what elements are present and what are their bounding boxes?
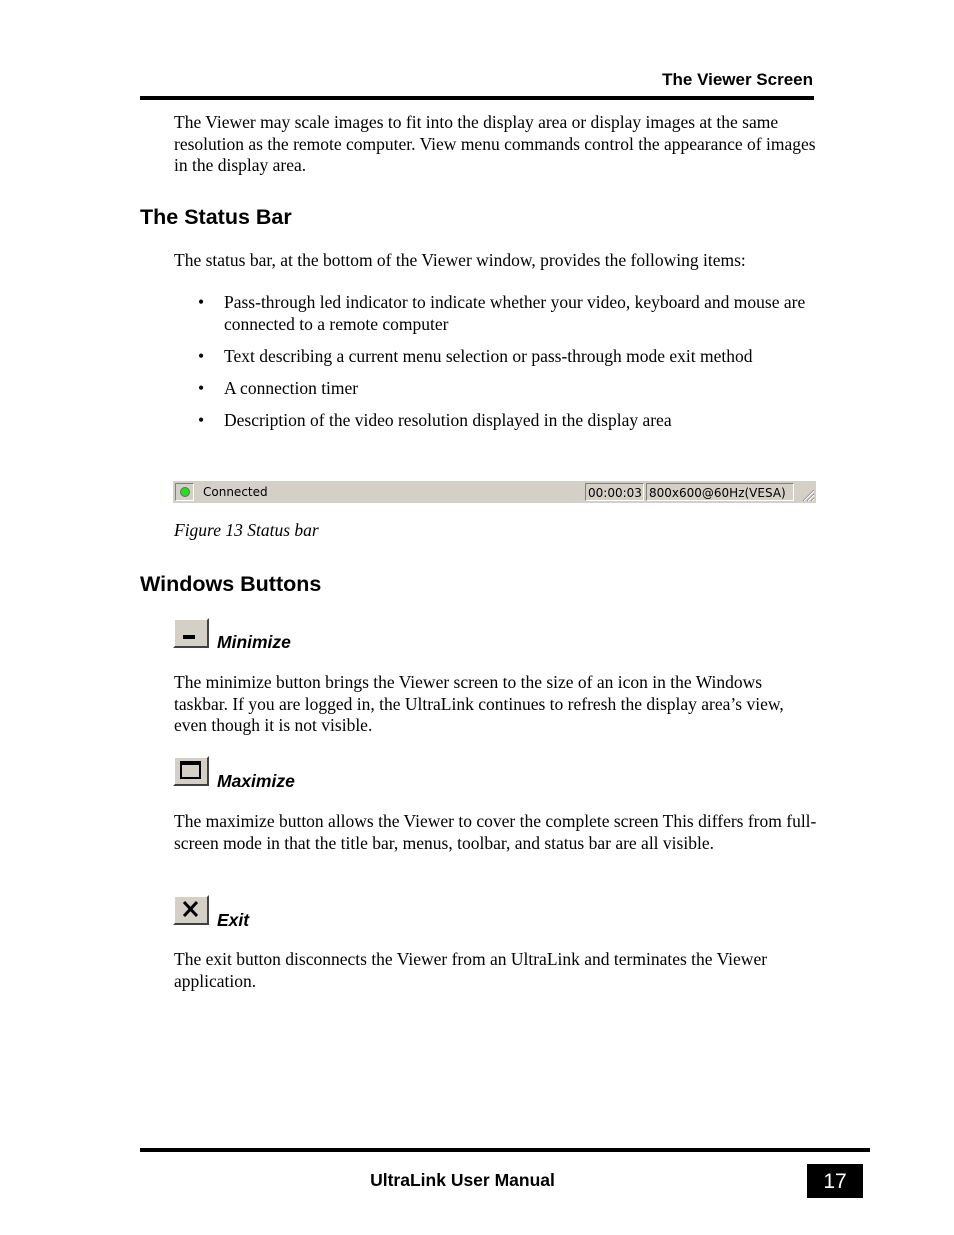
- maximize-label: Maximize: [217, 771, 295, 791]
- list-item: • Text describing a current menu selection or pass-through mode exit method: [198, 345, 753, 366]
- connection-timer: 00:00:03: [585, 483, 644, 501]
- windows-buttons-heading: Windows Buttons: [140, 572, 322, 596]
- minimize-label: Minimize: [217, 632, 291, 652]
- page-number: 17: [807, 1164, 863, 1198]
- list-item: • A connection timer: [198, 377, 359, 398]
- maximize-description: The maximize button allows the Viewer to cover the complete screen This differs from full-screen mode in that the title bar, menus, toolbar, and status bar are all visible.: [174, 811, 817, 853]
- intro-paragraph: The Viewer may scale images to fit into the display area or display images at the same resolution as the remote computer. View menu commands control the appearance of images in the display area.: [174, 112, 816, 175]
- maximize-button[interactable]: [173, 756, 209, 786]
- pass-through-led-icon: [181, 488, 189, 496]
- bullet-icon: •: [198, 292, 205, 312]
- maximize-icon: [175, 758, 207, 784]
- minimize-description: The minimize button brings the Viewer screen to the size of an icon in the Windows taskbar. If you are logged in, the UltraLink continues to refresh the display area’s view, even though it is not visible.: [174, 672, 784, 735]
- footer-title: UltraLink User Manual: [370, 1170, 555, 1190]
- list-item: • Description of the video resolution displayed in the display area: [198, 409, 672, 430]
- exit-button[interactable]: [173, 895, 209, 925]
- running-header: The Viewer Screen: [662, 70, 813, 89]
- exit-label: Exit: [217, 910, 250, 930]
- video-resolution: 800x600@60Hz(VESA): [646, 483, 794, 501]
- status-bar-lead: The status bar, at the bottom of the Viewer window, provides the following items:: [174, 250, 746, 270]
- figure-caption: Figure 13 Status bar: [174, 520, 319, 540]
- minimize-button[interactable]: [173, 618, 209, 648]
- close-icon: [175, 897, 207, 923]
- list-item: • Pass-through led indicator to indicate whether your video, keyboard and mouse are connected to a remote computer: [198, 292, 806, 334]
- footer-rule: [140, 1148, 870, 1152]
- status-bar-items-list: [196, 292, 816, 442]
- status-bar-heading: The Status Bar: [140, 205, 292, 229]
- bullet-icon: •: [198, 409, 205, 430]
- bullet-icon: •: [198, 345, 205, 366]
- minimize-icon: [175, 620, 207, 646]
- header-rule: [140, 96, 814, 100]
- status-bar-figure: [173, 481, 816, 503]
- status-text: Connected: [203, 485, 268, 499]
- exit-description: The exit button disconnects the Viewer from an UltraLink and terminates the Viewer application.: [174, 949, 768, 991]
- led-pane: [175, 483, 194, 501]
- resize-grip-icon[interactable]: [801, 488, 815, 502]
- bullet-icon: •: [198, 377, 205, 398]
